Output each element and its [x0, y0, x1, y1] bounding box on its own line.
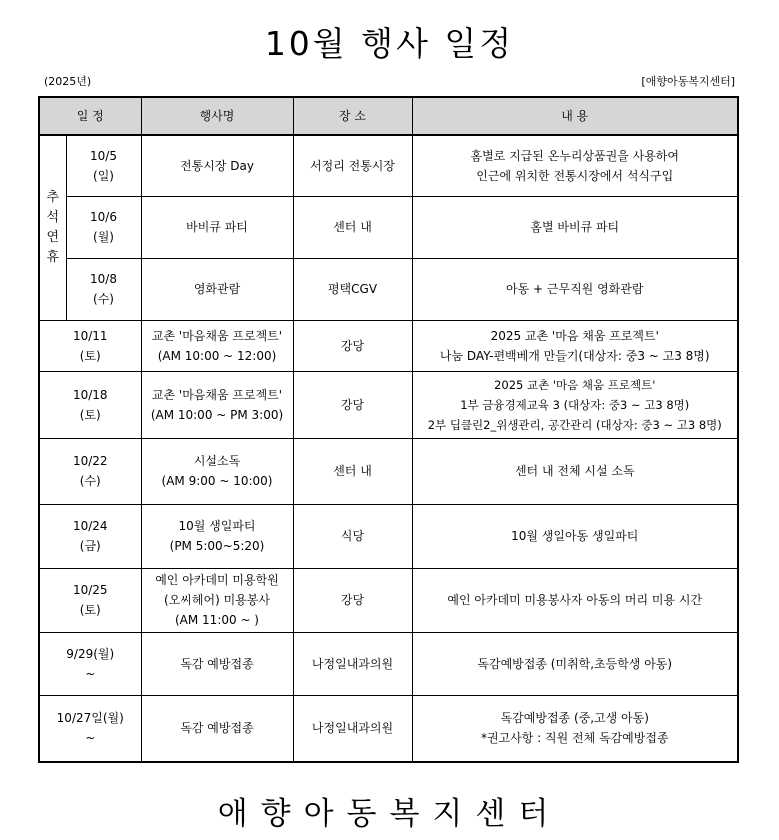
date-cell: 9/29(월) ~	[39, 632, 141, 695]
table-row	[39, 438, 738, 504]
event-cell: 영화관람	[141, 258, 293, 320]
header-place: 장 소	[293, 97, 412, 135]
content-cell: 2025 교촌 '마음 채움 프로젝트' 나눔 DAY-편백베개 만들기(대상자: 중3 ~ 고3 8명)	[412, 320, 738, 371]
event-cell: 전통시장 Day	[141, 135, 293, 196]
date-cell: 10/27일(월) ~	[39, 695, 141, 762]
page-title: 10월 행사 일정	[264, 24, 515, 63]
content-cell: 독감예방접종 (미취학,초등학생 아동)	[412, 632, 738, 695]
content-cell: 2025 교촌 '마음 채움 프로젝트' 1부 금융경제교육 3 (대상자: 중3 ~ 고3 8명) 2부 딥클린2_위생관리, 공간관리 (대상자: 중3 ~ 고3 8명)	[412, 371, 738, 438]
table-row	[39, 196, 738, 258]
content-cell: 홈별 바비큐 파티	[412, 196, 738, 258]
table-row	[39, 135, 738, 196]
content-cell: 아동 + 근무직원 영화관람	[412, 258, 738, 320]
date-cell: 10/24 (금)	[39, 504, 141, 568]
event-cell: 교촌 '마음채움 프로젝트' (AM 10:00 ~ 12:00)	[141, 320, 293, 371]
place-cell: 서정리 전통시장	[293, 135, 412, 196]
place-cell: 강당	[293, 371, 412, 438]
table-row	[39, 695, 738, 762]
year-label: (2025년)	[44, 75, 92, 88]
date-cell: 10/18 (토)	[39, 371, 141, 438]
header-event: 행사명	[141, 97, 293, 135]
place-cell: 나정일내과의원	[293, 632, 412, 695]
date-cell: 10/6 (월)	[66, 196, 141, 258]
content-cell: 예인 아카데미 미용봉사자 아동의 머리 미용 시간	[412, 568, 738, 632]
event-cell: 독감 예방접종	[141, 632, 293, 695]
header-content: 내 용	[412, 97, 738, 135]
organization-tag: [애향아동복지센터]	[641, 75, 735, 88]
event-cell: 교촌 '마음채움 프로젝트' (AM 10:00 ~ PM 3:00)	[141, 371, 293, 438]
table-row	[39, 504, 738, 568]
content-cell: 홈별로 지급된 온누리상품권을 사용하여 인근에 위치한 전통시장에서 석식구입	[412, 135, 738, 196]
place-cell: 평택CGV	[293, 258, 412, 320]
schedule-table	[38, 96, 739, 763]
place-cell: 강당	[293, 320, 412, 371]
content-cell: 10월 생일아동 생일파티	[412, 504, 738, 568]
table-row	[39, 568, 738, 632]
event-cell: 예인 아카데미 미용학원 (오씨헤어) 미용봉사 (AM 11:00 ~ )	[141, 568, 293, 632]
footer-organization-name: 애향아동복지센터	[217, 796, 562, 832]
place-cell: 강당	[293, 568, 412, 632]
date-cell: 10/5 (일)	[66, 135, 141, 196]
table-row	[39, 320, 738, 371]
date-cell: 10/25 (토)	[39, 568, 141, 632]
table-row	[39, 632, 738, 695]
event-cell: 10월 생일파티 (PM 5:00~5:20)	[141, 504, 293, 568]
table-row	[39, 258, 738, 320]
place-cell: 식당	[293, 504, 412, 568]
place-cell: 센터 내	[293, 196, 412, 258]
date-cell: 10/11 (토)	[39, 320, 141, 371]
place-cell: 나정일내과의원	[293, 695, 412, 762]
chuseok-holiday-label: 추 석 연 휴	[39, 135, 66, 320]
event-cell: 독감 예방접종	[141, 695, 293, 762]
event-cell: 시설소독 (AM 9:00 ~ 10:00)	[141, 438, 293, 504]
content-cell: 독감예방접종 (중,고생 아동) *권고사항 : 직원 전체 독감예방접종	[412, 695, 738, 762]
place-cell: 센터 내	[293, 438, 412, 504]
header-row	[39, 97, 738, 135]
event-cell: 바비큐 파티	[141, 196, 293, 258]
table-row	[39, 371, 738, 438]
header-date: 일 정	[39, 97, 141, 135]
date-cell: 10/22 (수)	[39, 438, 141, 504]
content-cell: 센터 내 전체 시설 소독	[412, 438, 738, 504]
date-cell: 10/8 (수)	[66, 258, 141, 320]
